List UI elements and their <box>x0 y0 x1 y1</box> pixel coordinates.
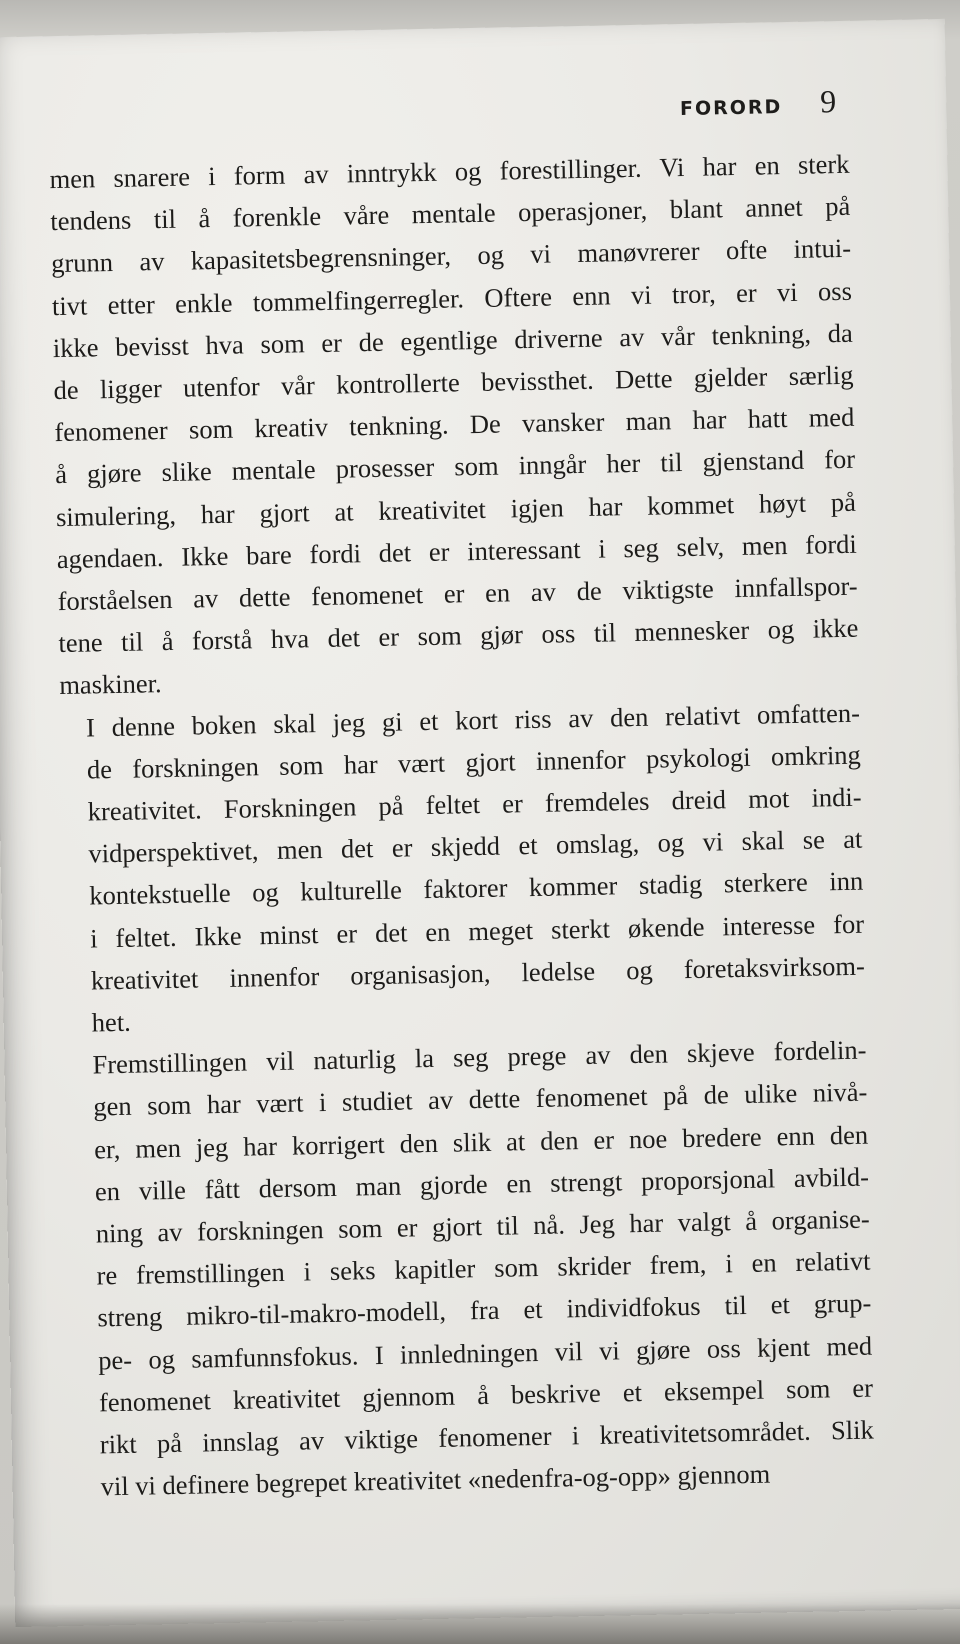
text-line: simulering, har gjort at kreativitet igjen har kommet høyt på <box>55 486 857 532</box>
text-line: ikke bevisst hva som er de egentlige driverne av vår tenkning, da <box>52 317 853 363</box>
text-line: I denne boken skal jeg gi et kort riss av den relativt omfatten- <box>85 697 861 743</box>
text-line: tene til å forstå hva det er som gjør oss til mennesker og ikke <box>58 612 859 659</box>
text-line: ning av forskningen som er gjort til nå. Jeg har valgt å organise- <box>95 1203 870 1249</box>
text-line: i feltet. Ikke minst er det en meget sterkt økende interesse for <box>89 908 865 954</box>
text-line: streng mikro-til-makro-modell, fra et individfokus til et grup- <box>97 1288 872 1333</box>
text-line: tendens til å forenkle våre mentale operasjoner, blant annet på <box>50 190 851 237</box>
paragraph <box>66 1029 875 1509</box>
text-line: er, men jeg har korrigert den slik at den er noe bredere enn den <box>93 1119 869 1165</box>
text-line: kontekstuelle og kulturelle faktorer kommer stadig sterkere inn <box>89 866 864 911</box>
text-line: å gjøre slike mentale prosesser som inngår her til gjenstand for <box>54 444 856 490</box>
text-line: grunn av kapasitetsbegrensninger, og vi manøvrerer ofte intui- <box>50 233 852 279</box>
page-number: 9 <box>819 83 837 120</box>
book-page <box>0 19 960 1627</box>
paragraph <box>49 143 859 707</box>
text-line: kreativitet. Forskningen på feltet er fremdeles dreid mot indi- <box>87 781 862 827</box>
text-line: vidperspektivet, men det er skjedd et omslag, og vi skal se at <box>88 823 863 869</box>
text-line: rikt på innslag av viktige fenomener i kreativitetsområdet. Slik <box>99 1414 875 1460</box>
text-line: forståelsen av dette fenomenet er en av de viktigste innfallspor- <box>57 570 858 617</box>
text-line: kreativitet innenfor organisasjon, ledelse og foretaksvirksom- <box>90 950 866 996</box>
chapter-title: FORORD <box>679 96 783 121</box>
text-line: re fremstillingen i seks kapitler som skrider frem, i en relativt <box>96 1245 871 1291</box>
text-line: maskiner. <box>58 668 162 701</box>
text-line: pe- og samfunnsfokus. I innledningen vil vi gjøre oss kjent med <box>97 1330 873 1376</box>
text-line: gen som har vært i studiet av dette fenomenet på de ulike nivå- <box>93 1077 868 1122</box>
running-head <box>680 83 837 123</box>
text-line: tivt etter enkle tommelfingerregler. Oftere enn vi tror, er vi oss <box>51 275 853 321</box>
text-line: de ligger utenfor vår kontrollerte bevissthet. Dette gjelder særlig <box>53 359 854 406</box>
text-line: men snarere i form av inntrykk og forestillinger. Vi har en sterk <box>49 148 850 195</box>
text-line: Fremstillingen vil naturlig la seg prege av den skjeve fordelin- <box>92 1034 867 1080</box>
body-text <box>49 143 875 1509</box>
text-line: de forskningen som har vært gjort innenfor psykologi omkring <box>86 739 862 785</box>
page-edge-shadow <box>0 1604 960 1644</box>
text-line: agendaen. Ikke bare fordi det er interessant i seg selv, men fordi <box>56 528 857 574</box>
text-line: fenomenet kreativitet gjennom å beskrive et eksempel som er <box>98 1372 874 1418</box>
text-line: vil vi definere begrepet kreativitet «nedenfra-og-opp» gjennom <box>100 1458 771 1502</box>
text-line: het. <box>91 1006 132 1038</box>
text-line: fenomener som kreativ tenkning. De vansker man har hatt med <box>54 401 855 448</box>
text-line: en ville fått dersom man gjorde en strengt proporsjonal avbild- <box>94 1161 870 1207</box>
paragraph <box>60 691 866 1044</box>
